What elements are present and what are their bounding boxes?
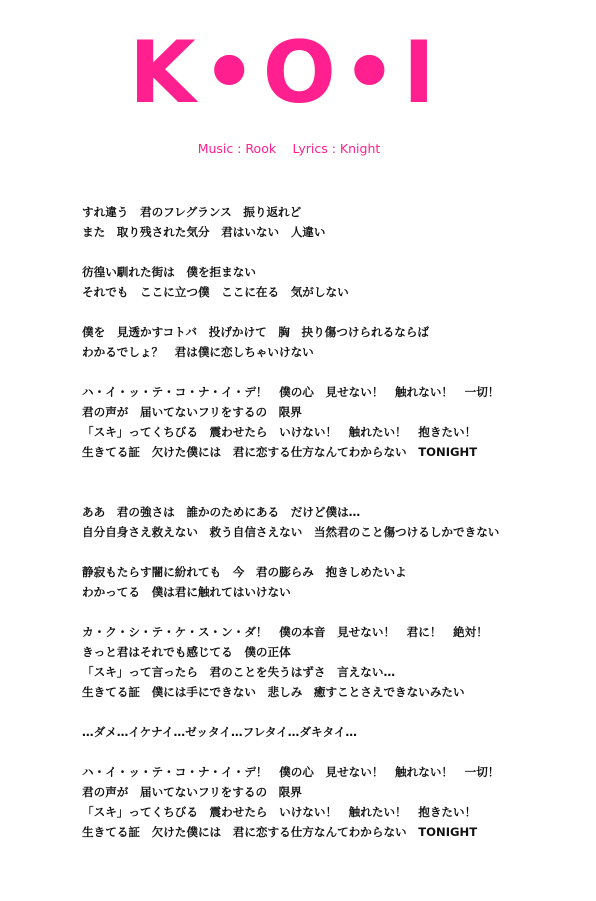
lyric-line: カ・ク・シ・テ・ケ・ス・ン・ダ！ 僕の本音 見せない！ 君に！ 絶対！ [82, 625, 488, 639]
lyric-line: …ダメ…イケナイ…ゼッタイ…フレタイ…ダキタイ… [82, 725, 358, 739]
lyric-line: 生きてる証 欠けた僕には 君に恋する仕方なんてわからない TONIGHT [82, 825, 478, 839]
lyric-line: わかるでしょ？ 君は僕に恋しちゃいけない [82, 345, 314, 359]
lyric-line: 僕を 見透かすコトバ 投げかけて 胸 抉り傷つけられるならば [82, 325, 430, 339]
song-credits: Music : Rook Lyrics : Knight [197, 141, 381, 156]
lyric-line: 「スキ」って言ったら 君のことを失うはずさ 言えない… [82, 665, 396, 679]
lyric-line: 「スキ」ってくちびる 震わせたら いけない！ 触れたい！ 抱きたい！ [82, 425, 477, 439]
lyrics-stanza [82, 562, 587, 602]
lyrics-stanza [82, 502, 587, 542]
lyric-line: ああ 君の強さは 誰かのためにある だけど僕は… [82, 505, 361, 519]
lyric-line: きっと君はそれでも感じてる 僕の正体 [82, 645, 291, 659]
lyric-line: 自分自身さえ救えない 救う自信さえない 当然君のこと傷つけるしかできない [82, 525, 500, 539]
lyric-line: 静寂もたらす闇に紛れても 今 君の膨らみ 抱きしめたいよ [82, 565, 407, 579]
lyrics-stanza [82, 322, 587, 362]
lyric-line: 彷徨い馴れた街は 僕を拒まない [82, 265, 256, 279]
lyrics-stanza [82, 722, 587, 742]
lyric-line: 生きてる証 僕には手にできない 悲しみ 癒すことさえできないみたい [82, 685, 465, 699]
lyric-line: それでも ここに立つ僕 ここに在る 気がしない [82, 285, 349, 299]
lyric-line: すれ違う 君のフレグランス 振り返れど [82, 205, 302, 219]
lyric-line: ハ・イ・ッ・テ・コ・ナ・イ・デ！ 僕の心 見せない！ 触れない！ 一切！ [82, 385, 500, 399]
lyrics-stanza [82, 262, 587, 302]
lyric-line: 君の声が 届いてないフリをするの 限界 [82, 785, 302, 799]
lyrics-body [82, 202, 587, 842]
lyric-line: また 取り残された気分 君はいない 人違い [82, 225, 326, 239]
lyric-line: わかってる 僕は君に触れてはいけない [82, 585, 291, 599]
lyric-line: 君の声が 届いてないフリをするの 限界 [82, 405, 302, 419]
lyrics-stanza [82, 762, 587, 842]
lyric-line: 生きてる証 欠けた僕には 君に恋する仕方なんてわからない TONIGHT [82, 445, 478, 459]
lyric-line: 「スキ」ってくちびる 震わせたら いけない！ 触れたい！ 抱きたい！ [82, 805, 477, 819]
lyrics-stanza [82, 382, 587, 462]
lyrics-stanza [82, 202, 587, 242]
lyric-line: ハ・イ・ッ・テ・コ・ナ・イ・デ！ 僕の心 見せない！ 触れない！ 一切！ [82, 765, 500, 779]
lyrics-stanza [82, 622, 587, 702]
song-title: K•O•I [129, 23, 441, 123]
